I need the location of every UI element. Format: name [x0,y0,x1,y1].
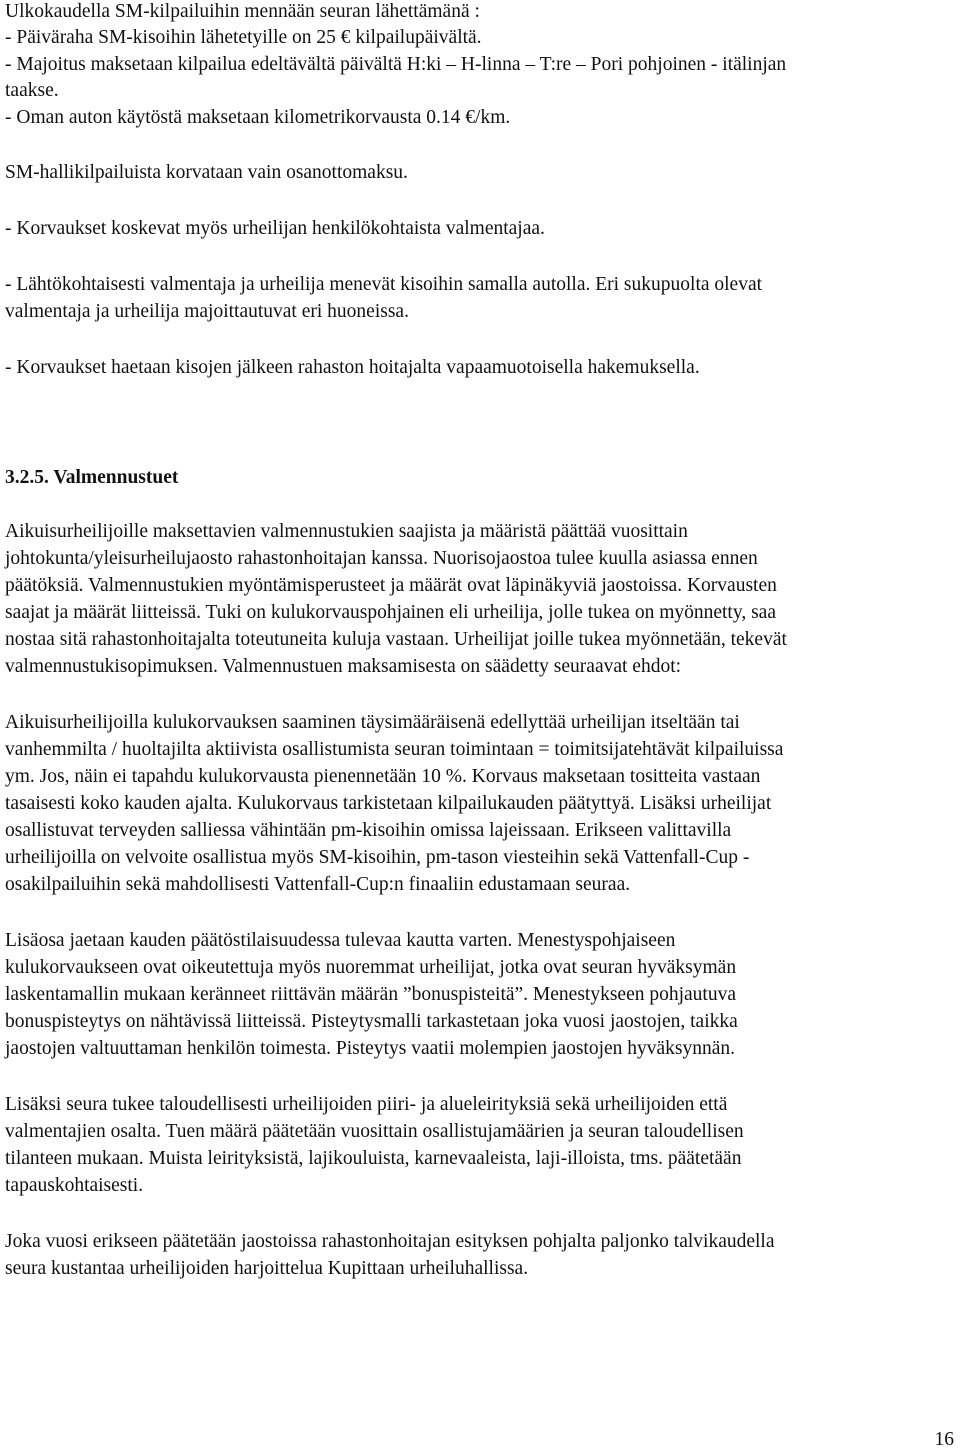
paragraph-line: Aikuisurheilijoille maksettavien valmennustukien saajista ja määristä päättää vuosittain [5,521,688,542]
samalla-autolla-line: valmentaja ja urheilija majoittautuvat eri huoneissa. [5,301,409,322]
paragraph-line: osallistuvat terveyden salliessa vähintään pm-kisoihin omissa lajeissaan. Erikseen valittavilla [5,820,732,841]
paragraph-line: jaostojen valtuuttaman henkilön toimesta. Pisteytys vaatii molempien jaostojen hyväksynnän. [5,1038,736,1059]
intro-line: - Majoitus maksetaan kilpailua edeltävältä päivältä H:ki – H-linna – T:re – Pori pohjoinen - itälinjan [5,54,787,75]
paragraph-line: johtokunta/yleisurheilujaosto rahastonhoitajan kanssa. Nuorisojaostoa tulee kuulla asiassa ennen [5,548,758,569]
paragraph-line: seura kustantaa urheilijoiden harjoittelua Kupittaan urheiluhallissa. [5,1258,529,1279]
paragraph-line: valmentajien osalta. Tuen määrä päätetään vuosittain osallistujamäärien ja seuran taloudellisen [5,1121,744,1142]
intro-line: - Päiväraha SM-kisoihin lähetetyille on 25 € kilpailupäivältä. [5,27,482,48]
paragraph-line: päätöksiä. Valmennustukien myöntämisperusteet ja määrät ovat läpinäkyviä jaostoissa. Korvausten [5,575,777,596]
paragraph-line: tapauskohtaisesti. [5,1175,144,1196]
paragraph-line: saajat ja määrät liitteissä. Tuki on kulukorvauspohjainen eli urheilija, jolle tukea on myönnetty, saa [5,602,776,623]
paragraph-line: Aikuisurheilijoilla kulukorvauksen saaminen täysimääräisenä edellyttää urheilijan itseltään tai [5,712,740,733]
paragraph-line: Joka vuosi erikseen päätetään jaostoissa rahastonhoitajan esityksen pohjalta paljonko talvikaudella [5,1231,775,1252]
page-number: 16 [934,1429,954,1450]
paragraph-line: kulukorvaukseen ovat oikeutettuja myös nuoremmat urheilijat, jotka ovat seuran hyväksymän [5,957,737,978]
paragraph-line: Lisäosa jaetaan kauden päätöstilaisuudessa tulevaa kautta varten. Menestyspohjaiseen [5,930,676,951]
paragraph-line: ym. Jos, näin ei tapahdu kulukorvausta pienennetään 10 %. Korvaus maksetaan tositteita vastaan [5,766,761,787]
paragraph-line: osakilpailuihin sekä mahdollisesti Vattenfall-Cup:n finaaliin edustamaan seuraa. [5,874,631,895]
paragraph-line: Lisäksi seura tukee taloudellisesti urheilijoiden piiri- ja alueleirityksiä sekä urheilijoiden että [5,1094,728,1115]
paragraph-line: vanhemmilta / huoltajilta aktiivista osallistumista seuran toimintaan = toimitsijatehtävät kilpailuissa [5,739,784,760]
paragraph-line: tasaisesti koko kauden ajalta. Kulukorvaus tarkistetaan kilpailukauden päätyttyä. Lisäksi urheilijat [5,793,772,814]
samalla-autolla-line: - Lähtökohtaisesti valmentaja ja urheilija menevät kisoihin samalla autolla. Eri sukupuolta olevat [5,274,763,295]
paragraph-line: laskentamallin mukaan keränneet riittävän määrän ”bonuspisteitä”. Menestykseen pohjautuva [5,984,736,1005]
intro-line: taakse. [5,80,59,101]
sm-halli-note: SM-hallikilpailuista korvataan vain osanottomaksu. [5,162,408,183]
valmentaja-note: - Korvaukset koskevat myös urheilijan henkilökohtaista valmentajaa. [5,218,545,239]
intro-line: - Oman auton käytöstä maksetaan kilometrikorvausta 0.14 €/km. [5,107,511,128]
paragraph-line: nostaa sitä rahastonhoitajalta toteutuneita kuluja vastaan. Urheilijat joille tukea myönnetään, tekevät [5,629,787,650]
intro-line: Ulkokaudella SM-kilpailuihin mennään seuran lähettämänä : [5,1,480,22]
paragraph-line: bonuspisteytys on nähtävissä liitteissä. Pisteytysmalli tarkastetaan joka vuosi jaostojen, taikka [5,1011,738,1032]
haku-note: - Korvaukset haetaan kisojen jälkeen rahaston hoitajalta vapaamuotoisella hakemuksella. [5,357,700,378]
paragraph-line: tilanteen mukaan. Muista leirityksistä, lajikouluista, karnevaaleista, laji-illoista, tms. päätetään [5,1148,742,1169]
section-heading: 3.2.5. Valmennustuet [5,467,179,488]
paragraph-line: valmennustukisopimuksen. Valmennustuen maksamisesta on säädetty seuraavat ehdot: [5,656,682,677]
paragraph-line: urheilijoilla on velvoite osallistua myös SM-kisoihin, pm-tason viesteihin sekä Vattenfall-Cup - [5,847,750,868]
